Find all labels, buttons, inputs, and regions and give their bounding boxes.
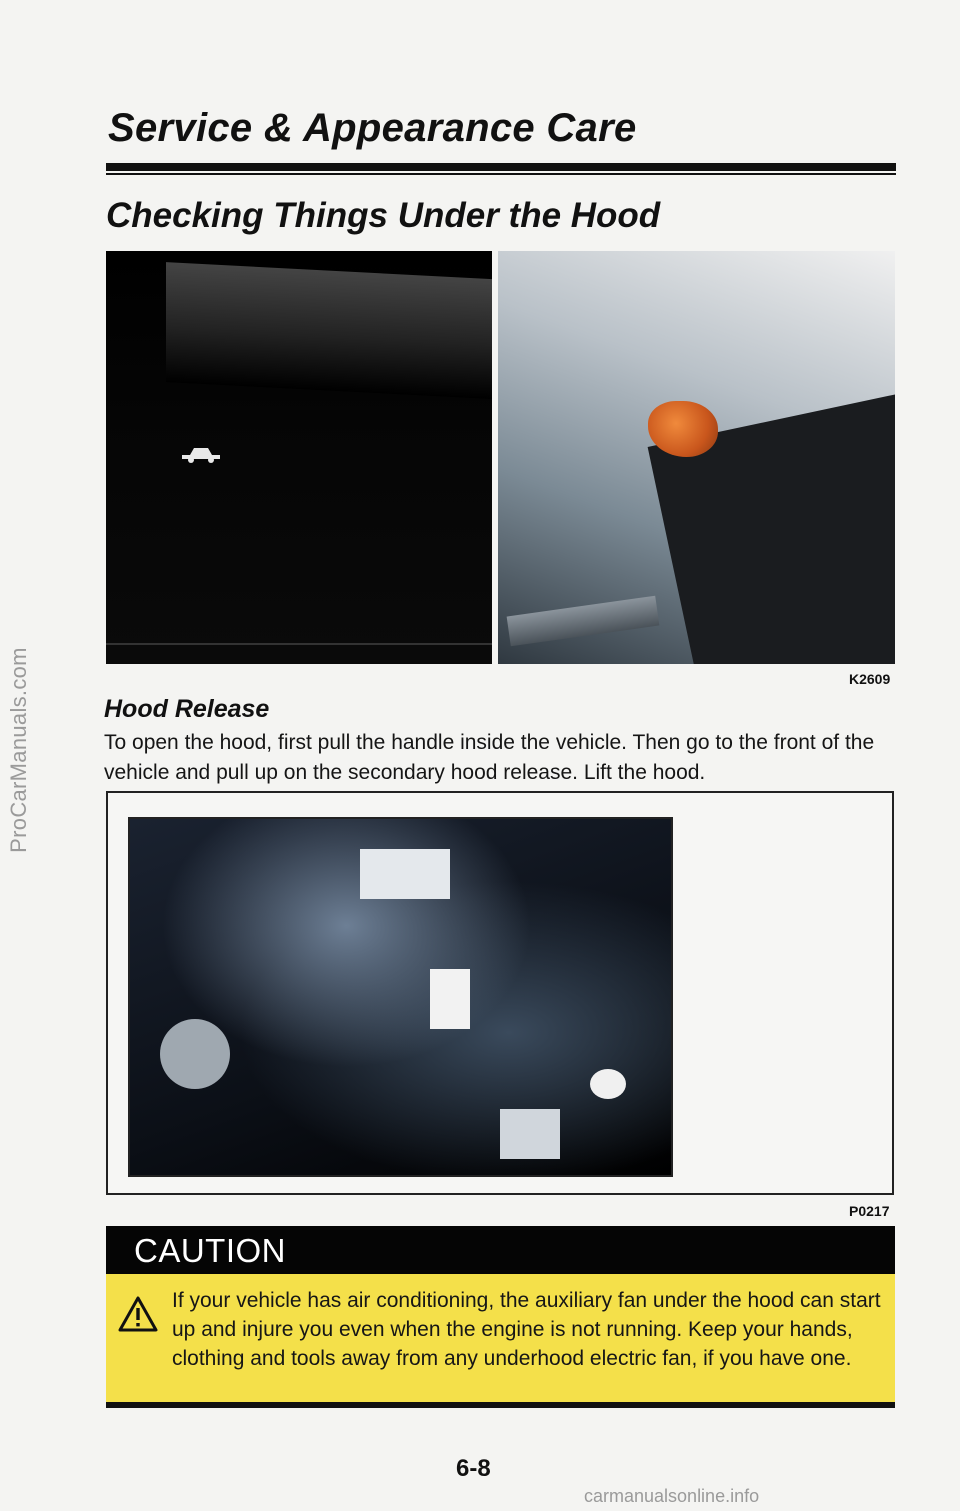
figure-code-hood-release: K2609 xyxy=(849,671,891,687)
side-watermark xyxy=(2,560,36,940)
engine-compartment-photo xyxy=(128,817,673,1177)
header-rule-thick xyxy=(106,163,896,171)
engine-part xyxy=(590,1069,626,1099)
caution-header xyxy=(106,1226,895,1274)
dashboard-panel xyxy=(166,262,492,400)
engine-part xyxy=(160,1019,230,1089)
engine-part xyxy=(360,849,450,899)
section-title: Service & Appearance Care xyxy=(108,106,637,150)
secondary-hood-release-photo xyxy=(498,251,895,664)
side-watermark-text: ProCarManuals.com xyxy=(6,647,31,853)
caution-box xyxy=(106,1274,895,1408)
warning-triangle-icon xyxy=(118,1296,158,1332)
engine-part xyxy=(430,969,470,1029)
header-rule-thin xyxy=(106,173,896,175)
bottom-watermark: carmanualsonline.info xyxy=(584,1486,760,1506)
page-number: 6-8 xyxy=(456,1455,491,1482)
panel-ledge xyxy=(106,643,492,645)
caution-text: If your vehicle has air conditioning, the auxiliary fan under the hood can start up and injure you even when the engine is not running. Keep your hands, clothing and tools away from any underhood electric fan, if you have one. xyxy=(172,1289,881,1370)
caution-label: CAUTION xyxy=(134,1232,286,1269)
hood-release-body: To open the hood, first pull the handle inside the vehicle. Then go to the front of the vehicle and pull up on the secondary hood release. Lift the hood. xyxy=(104,731,875,784)
page-heading: Checking Things Under the Hood xyxy=(106,196,661,235)
hood-release-handle-photo xyxy=(106,251,492,664)
caution-bottom-bar xyxy=(106,1402,895,1408)
hood-release-subhead: Hood Release xyxy=(104,695,270,723)
engine-part xyxy=(500,1109,560,1159)
figure-code-engine: P0217 xyxy=(849,1203,890,1219)
hood-release-car-icon xyxy=(178,440,224,464)
secondary-latch xyxy=(507,596,660,647)
